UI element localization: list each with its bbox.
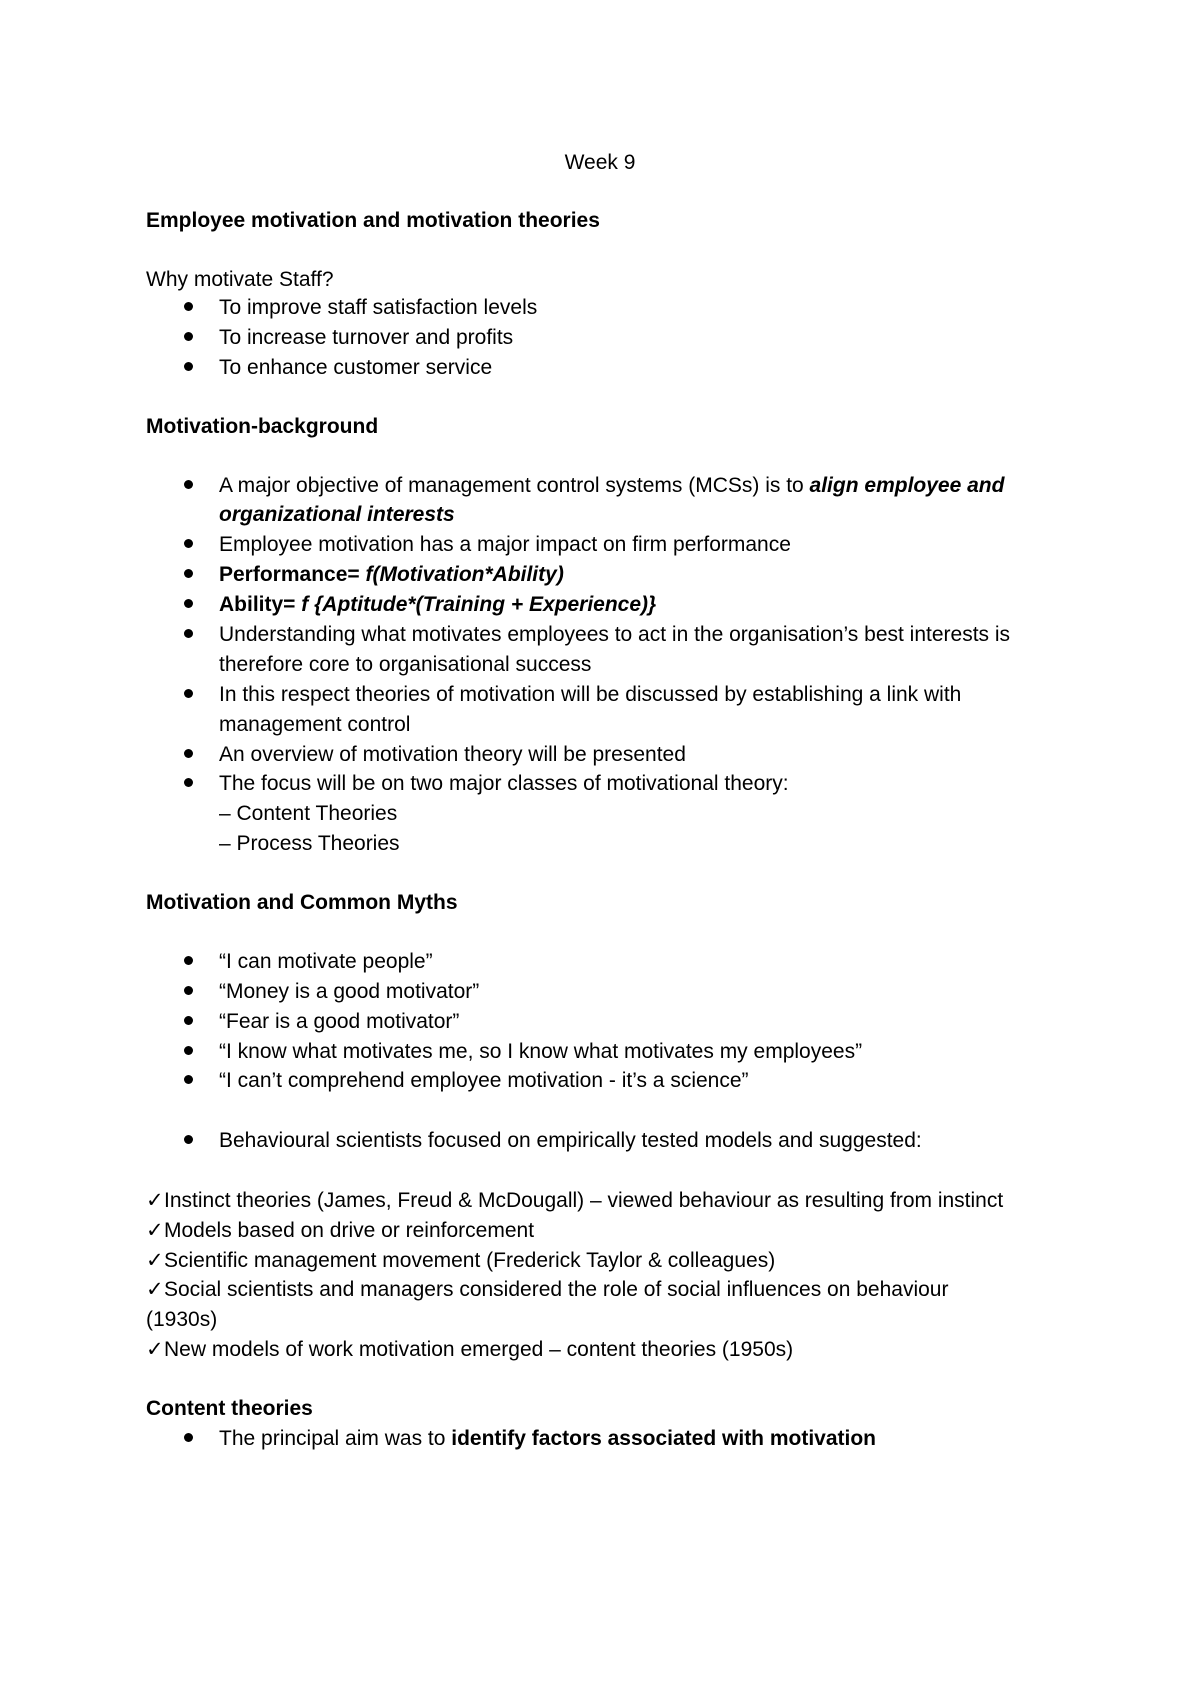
bullet-icon (184, 689, 193, 698)
text-plain: The principal aim was to (219, 1427, 452, 1450)
bullet-icon (184, 480, 193, 489)
heading-employee-motivation: Employee motivation and motivation theories (146, 209, 600, 232)
list-item: To enhance customer service (219, 356, 493, 379)
list-item (219, 590, 656, 619)
list-item: “Fear is a good motivator” (219, 1010, 460, 1033)
list-item: To improve staff satisfaction levels (219, 296, 538, 319)
list-item-continuation: management control (219, 713, 411, 736)
text-plain: A major objective of management control systems (MCSs) is to (219, 474, 810, 497)
check-item-continuation: (1930s) (146, 1308, 218, 1331)
bullet-icon (184, 778, 193, 787)
bullet-icon (184, 569, 193, 578)
heading-common-myths: Motivation and Common Myths (146, 891, 458, 914)
list-item: “Money is a good motivator” (219, 980, 480, 1003)
bullet-icon (184, 1075, 193, 1084)
list-item: The focus will be on two major classes of motivational theory: (219, 772, 789, 795)
bullet-icon (184, 362, 193, 371)
list-item-continuation: organizational interests (219, 503, 455, 526)
text-emphasis: f {Aptitude*(Training + Experience)} (301, 593, 657, 616)
list-item: An overview of motivation theory will be presented (219, 743, 686, 766)
check-item: ✓Models based on drive or reinforcement (146, 1216, 534, 1245)
list-item (219, 1424, 876, 1453)
bullet-icon (184, 539, 193, 548)
sub-item: – Process Theories (219, 832, 400, 855)
sub-item: – Content Theories (219, 802, 398, 825)
check-item: ✓New models of work motivation emerged – content theories (1950s) (146, 1335, 793, 1364)
list-item (219, 471, 1004, 500)
check-icon: ✓ (146, 1278, 164, 1301)
page-title: Week 9 (564, 151, 636, 174)
bullet-icon (184, 1046, 193, 1055)
list-item-continuation: therefore core to organisational success (219, 653, 592, 676)
check-item: ✓Social scientists and managers considered the role of social influences on behaviour (146, 1275, 948, 1304)
bullet-icon (184, 629, 193, 638)
text-bold: Performance= (219, 563, 366, 586)
check-icon: ✓ (146, 1338, 164, 1361)
check-icon: ✓ (146, 1219, 164, 1242)
why-question: Why motivate Staff? (146, 268, 334, 291)
check-icon: ✓ (146, 1249, 164, 1272)
list-item: To increase turnover and profits (219, 326, 514, 349)
bullet-icon (184, 1135, 193, 1144)
list-item: Behavioural scientists focused on empirically tested models and suggested: (219, 1129, 922, 1152)
bullet-icon (184, 332, 193, 341)
list-item (219, 560, 564, 589)
text-emphasis: align employee and (809, 474, 1005, 497)
list-item: “I know what motivates me, so I know what motivates my employees” (219, 1040, 863, 1063)
bullet-icon (184, 1433, 193, 1442)
text-emphasis: f(Motivation*Ability) (365, 563, 564, 586)
heading-content-theories: Content theories (146, 1397, 313, 1420)
bullet-icon (184, 302, 193, 311)
bullet-icon (184, 749, 193, 758)
list-item: “I can’t comprehend employee motivation - it’s a science” (219, 1069, 749, 1092)
text-bold: Ability= (219, 593, 302, 616)
bullet-icon (184, 1016, 193, 1025)
bullet-icon (184, 986, 193, 995)
text-bold: identify factors associated with motivation (451, 1427, 877, 1450)
heading-motivation-background: Motivation-background (146, 415, 379, 438)
check-item: ✓Instinct theories (James, Freud & McDougall) – viewed behaviour as resulting from instinct (146, 1186, 1003, 1215)
check-item: ✓Scientific management movement (Frederick Taylor & colleagues) (146, 1246, 775, 1275)
list-item: Employee motivation has a major impact on firm performance (219, 533, 791, 556)
bullet-icon (184, 599, 193, 608)
list-item: In this respect theories of motivation will be discussed by establishing a link with (219, 683, 962, 706)
bullet-icon (184, 956, 193, 965)
list-item: Understanding what motivates employees to act in the organisation’s best interests is (219, 623, 1011, 646)
list-item: “I can motivate people” (219, 950, 433, 973)
check-icon: ✓ (146, 1189, 164, 1212)
